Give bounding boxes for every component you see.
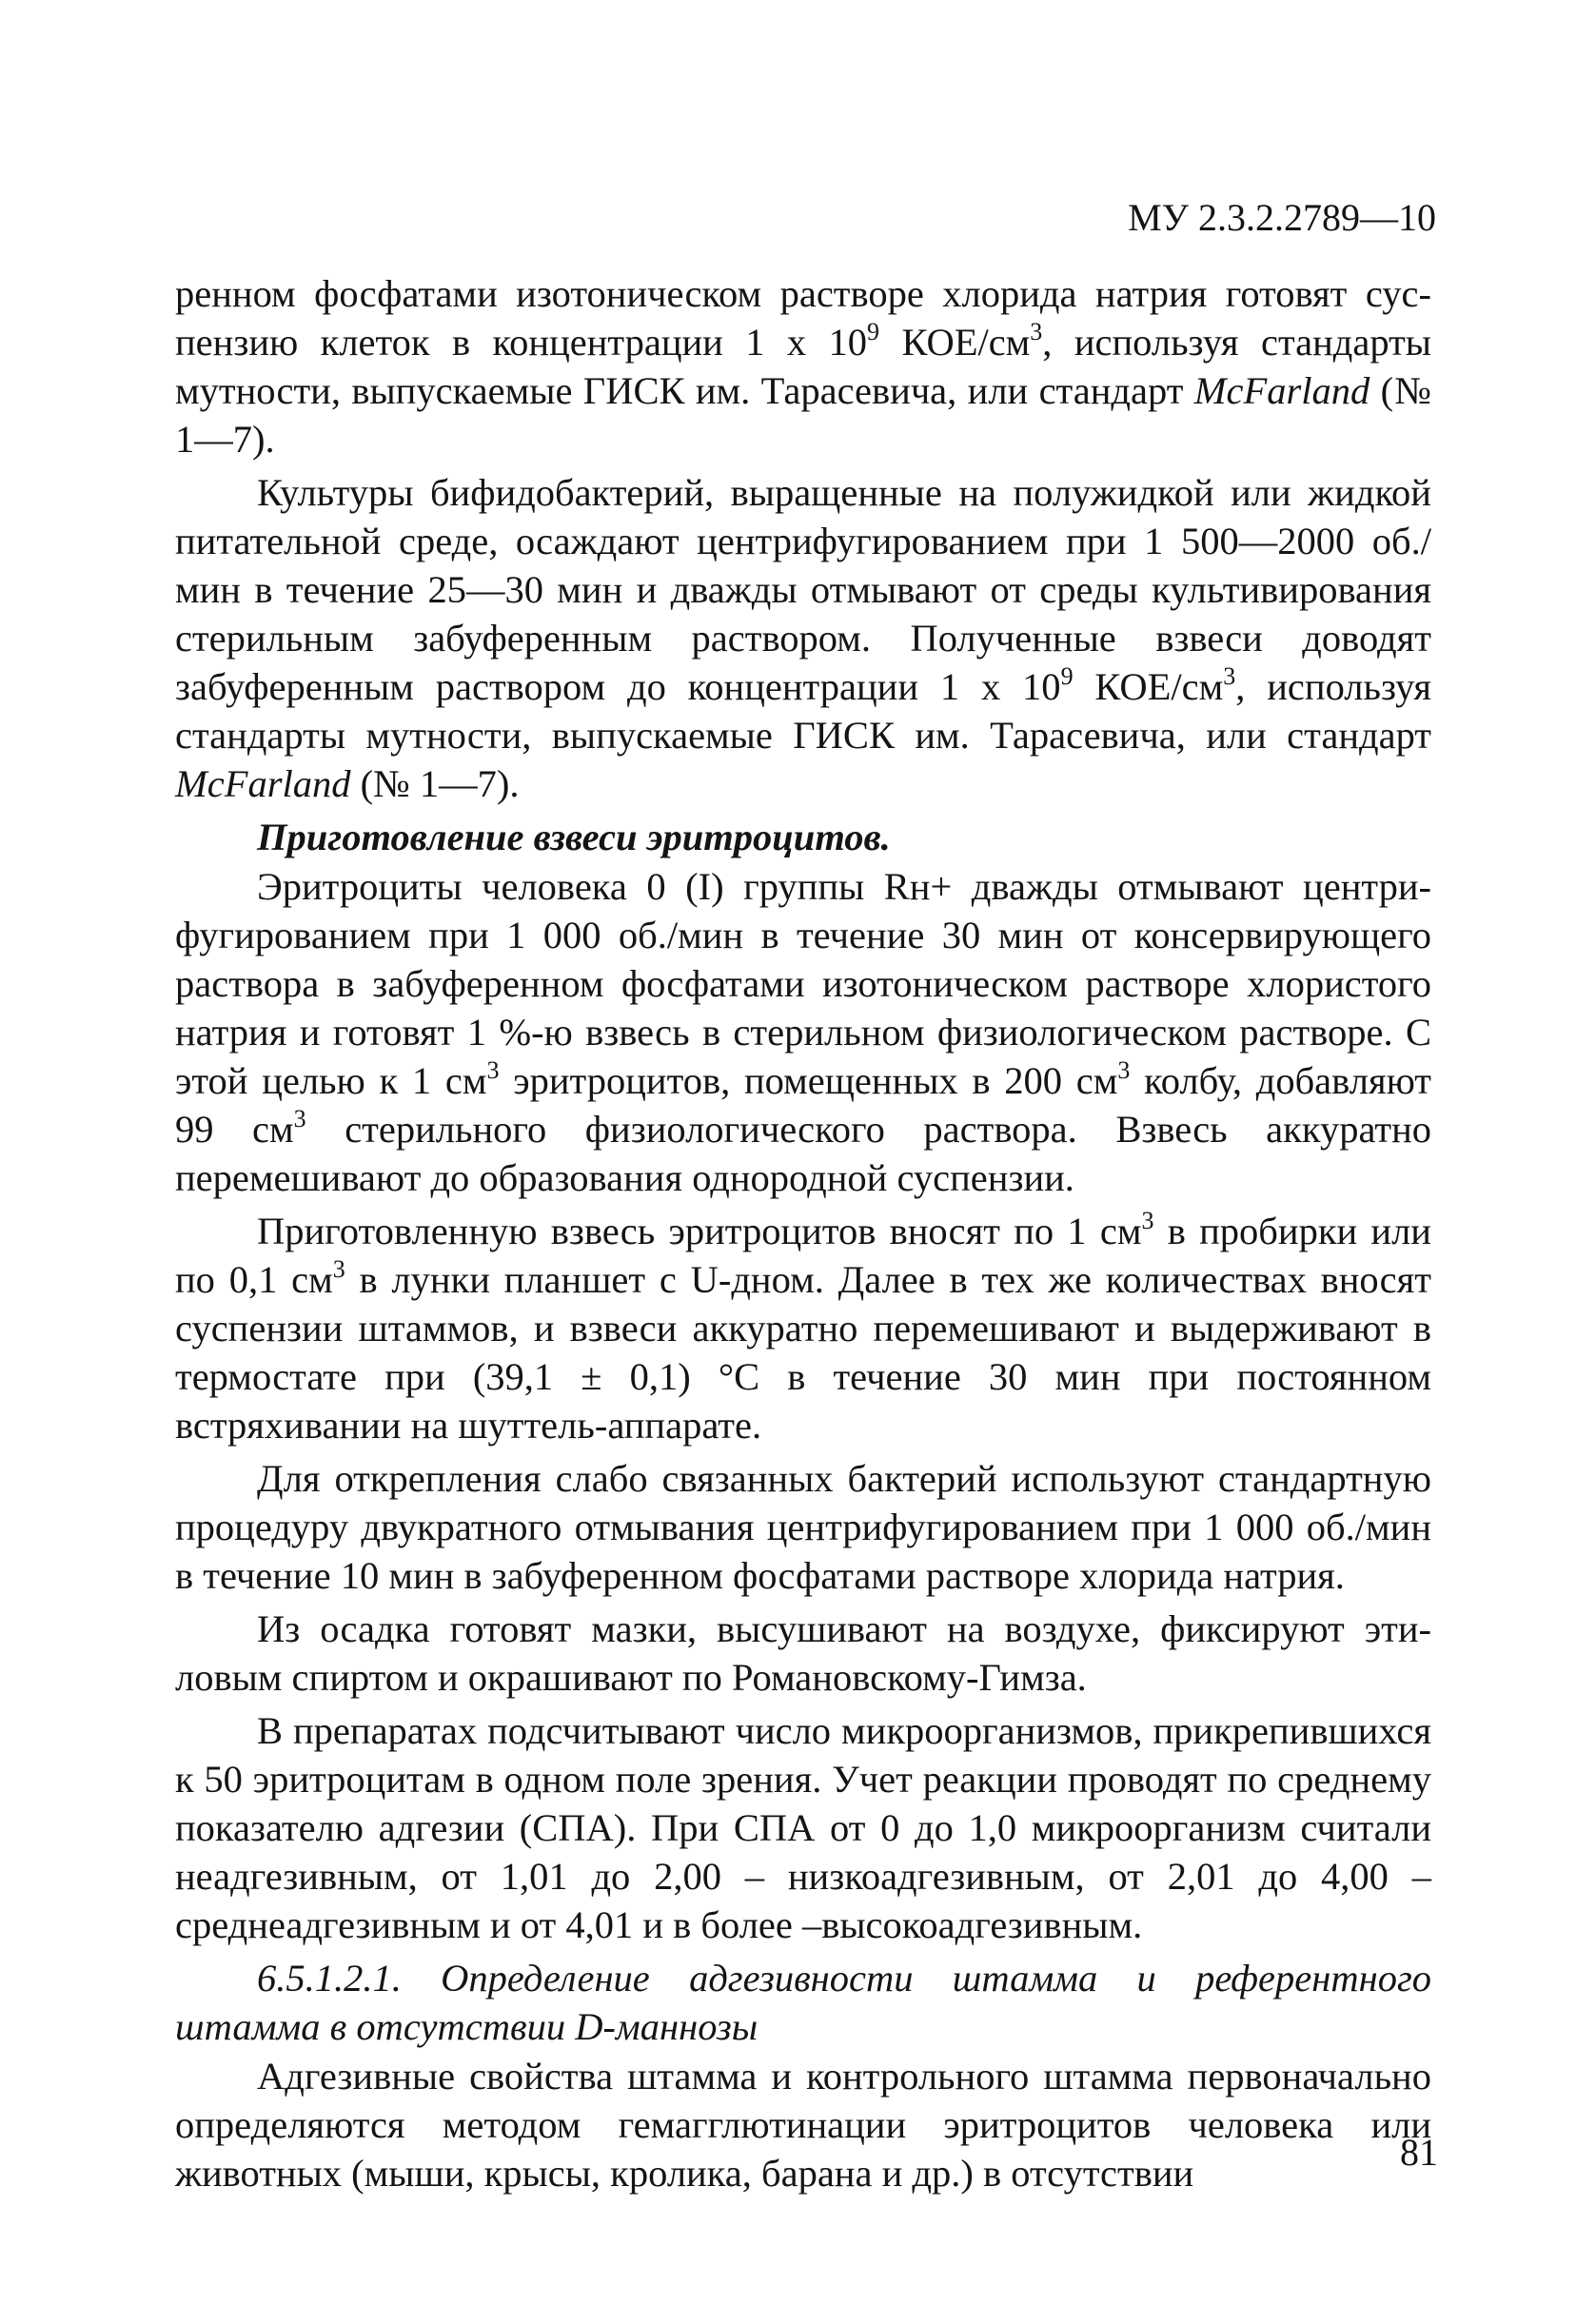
mcfarland-standard: McFarland <box>175 762 351 805</box>
paragraph-bifidobacteria-cultures <box>175 468 1431 808</box>
text-run: , используя стандарты мутности, выпускаемые ГИСК им. Тарасевича, или стандарт <box>175 321 1431 412</box>
text-run: стерильного физиологического раствора. Взвесь аккуратно перемешивают до образования однородной суспензии. <box>175 1108 1431 1199</box>
text-run: Культуры бифидобактерий, выращенные на полужидкой или жидкой питательной среде, осаждают центрифугированием при 1 500—2000 об./мин в течение 25—30 мин и дважды отмывают от среды культивирования стерильным забуференным раствором. Полученные взвеси доводят забуференным раствором до концентрации 1 х 10 <box>175 471 1431 708</box>
subsection-heading-6-5-1-2-1: 6.5.1.2.1. Определение адгезивности штамма и референтного штамма в отсутствии D-маннозы <box>175 1957 1431 2048</box>
superscript: 3 <box>332 1255 345 1283</box>
text-run: в пробирки или по 0,1 см <box>175 1210 1431 1301</box>
text-run: Приготовленную взвесь эритроцитов вносят по 1 см <box>257 1210 1142 1252</box>
superscript: 3 <box>293 1105 306 1133</box>
text-run: КОЕ/см <box>1073 665 1224 708</box>
document-body <box>175 269 1431 2202</box>
text-run: (№ 1—7). <box>350 762 520 805</box>
superscript: 3 <box>1141 1207 1154 1234</box>
text-run: , используя стандарты мутности, выпускаемые ГИСК им. Тарасевича, или стандарт <box>175 665 1431 757</box>
mcfarland-standard: McFarland <box>1193 369 1370 412</box>
document-code-header: МУ 2.3.2.2789—10 <box>1128 196 1436 239</box>
text-run: колбу, добавляют 99 см <box>175 1059 1432 1151</box>
superscript: 3 <box>1117 1056 1131 1084</box>
superscript: 3 <box>1223 662 1236 690</box>
text-run: ренном фосфатами изотоническом растворе хлорида натрия готовят суспензию клеток в концентрации 1 х 10 <box>175 272 1431 364</box>
superscript: 3 <box>1030 318 1043 345</box>
superscript: 9 <box>1060 662 1074 690</box>
heading-erythrocyte-suspension: Приготовление взвеси эритроцитов. <box>257 816 891 858</box>
superscript: 3 <box>486 1056 500 1084</box>
text-run: КОЕ/см <box>879 321 1031 364</box>
text-run: эритроцитов, помещенных в 200 см <box>499 1059 1118 1102</box>
superscript: 9 <box>867 318 880 345</box>
paragraph-adhesion-index: В препаратах подсчитывают число микроорганизмов, прикрепившихся к 50 эритроцитам в одном поле зрения. Учет реакции проводят по среднему показателю адгезии (СПА). При СПА от 0 до 1,0 микроорганизм считали неадгезивным, от 1,01 до 2,00 – низкоадгезивным, от 2,01 до 4,00 – среднеадгезивным и от 4,01 и в более –высокоадгезивным. <box>175 1709 1431 1946</box>
paragraph-suspension-cells <box>175 269 1431 463</box>
paragraph-incubation <box>175 1207 1431 1449</box>
paragraph-detachment: Для открепления слабо связанных бактерий используют стандартную процедуру двукратного отмывания центрифугированием при 1 000 об./мин в течение 10 мин в забуференном фосфатами растворе хлорида натрия. <box>175 1457 1431 1597</box>
paragraph-erythrocyte-washing <box>175 862 1431 1202</box>
text-run: Эритроциты человека 0 (I) группы Rн+ дважды отмывают центрифугированием при 1 000 об./мин в течение 30 мин от консервирующего раствора в забуференном фосфатами изотоническом растворе хлористого натрия и готовят 1 %-ю взвесь в стерильном физиологическом растворе. С этой целью к 1 см <box>175 865 1431 1102</box>
text-run: в лунки планшет с U-дном. Далее в тех же количествах вносят суспензии штаммов, и взвеси аккуратно перемешивают и выдерживают в термостате при (39,1 ± 0,1) °С в течение 30 мин при постоянном встряхивании на шуттель-аппарате. <box>175 1258 1431 1447</box>
paragraph-smears: Из осадка готовят мазки, высушивают на воздухе, фиксируют этиловым спиртом и окрашивают по Романовскому-Гимза. <box>175 1607 1431 1699</box>
text-run: (№ 1—7). <box>175 369 1431 461</box>
page-number: 81 <box>1400 2131 1438 2174</box>
paragraph-adhesive-properties: Адгезивные свойства штамма и контрольного штамма первоначально определяются методом гемагглютинации эритроцитов человека или животных (мыши, крысы, кролика, барана и др.) в отсутствии <box>175 2055 1431 2195</box>
